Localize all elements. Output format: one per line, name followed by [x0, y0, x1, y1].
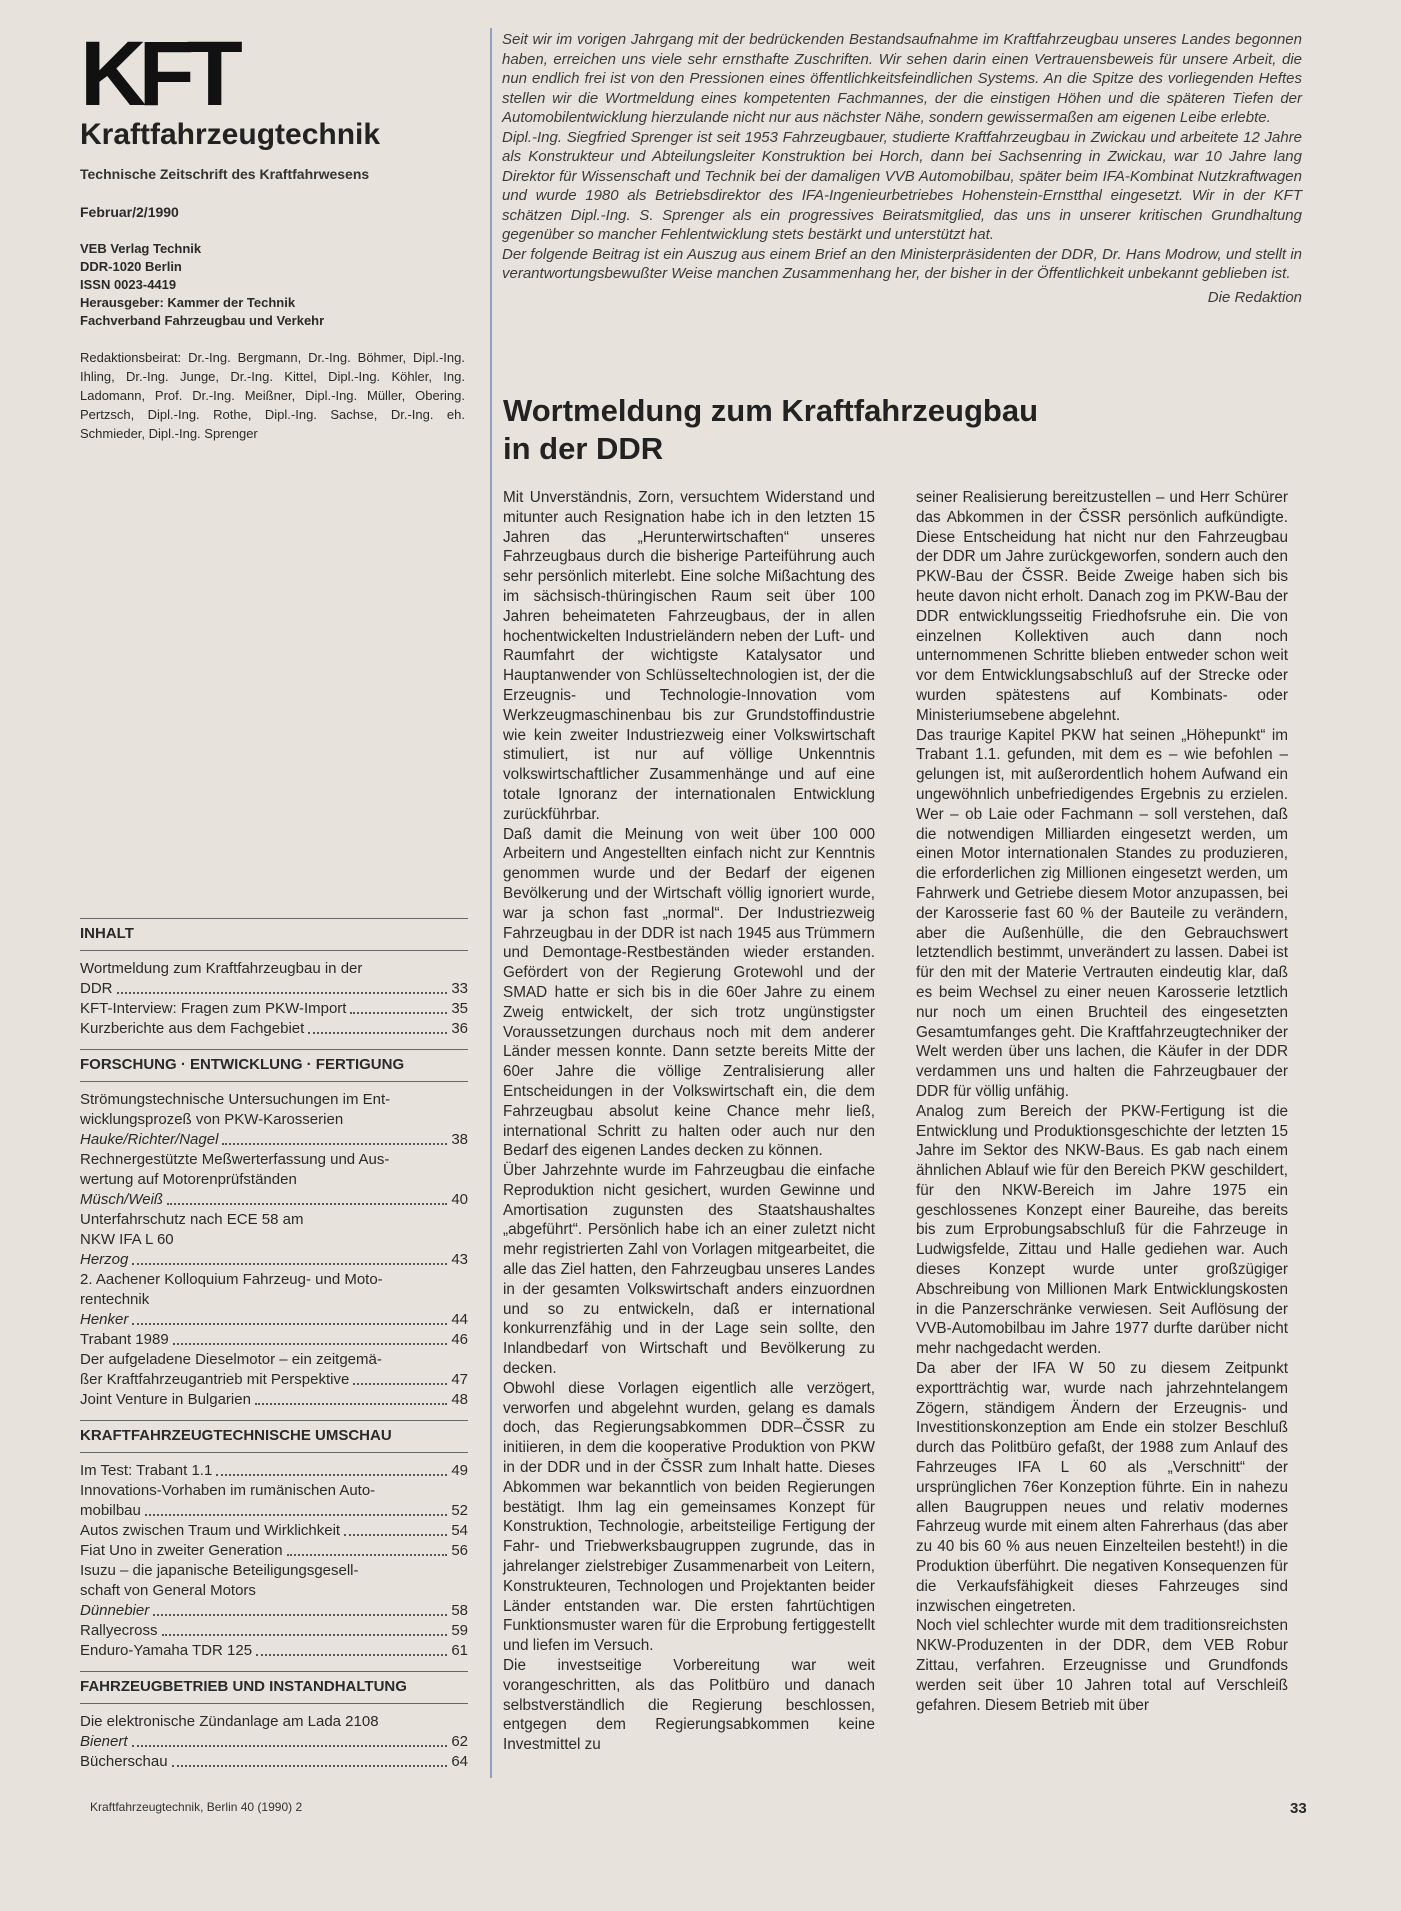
- toc-entry-title-line: Der aufgeladene Dieselmotor – ein zeitgemä-: [80, 1351, 382, 1368]
- publisher-line: VEB Verlag Technik: [80, 241, 202, 256]
- toc-entry[interactable]: [80, 959, 468, 999]
- masthead-logo: KFT: [80, 23, 235, 125]
- toc-entry-title-line: wicklungsprozeß von PKW-Karosserien: [80, 1111, 344, 1128]
- toc-entry-title-line: Im Test: Trabant 1.1: [80, 1462, 213, 1479]
- toc-entry[interactable]: [80, 1019, 468, 1039]
- toc-entry-page: 48: [451, 1391, 468, 1408]
- toc-entry-title-line: wertung auf Motorenprüfständen: [80, 1171, 297, 1188]
- toc-entry-page: 40: [451, 1191, 468, 1208]
- editorial-board: Redaktionsbeirat: Dr.-Ing. Bergmann, Dr.-Ing. Böhmer, Dipl.-Ing. Ihling, Dr.-Ing. Junge, Dr.-Ing. Kittel, Dipl.-Ing. Köhler, Ing. Ladomann, Prof. Dr.-Ing. Meißner, Dipl.-Ing. Müller, Obering. Pertzsch, Dipl.-Ing. Rothe, Dipl.-Ing. Sachse, Dr.-Ing. eh. Schmieder, Dipl.-Ing. Sprenger: [80, 350, 465, 441]
- article-title: [503, 392, 1203, 468]
- toc-entry-page: 59: [451, 1622, 468, 1639]
- article-column-right: [916, 488, 1288, 1715]
- toc-leader-dots: [256, 1654, 447, 1656]
- toc-entry-title-line: DDR: [80, 980, 113, 997]
- toc-entry[interactable]: [80, 999, 468, 1019]
- toc-leader-dots: [117, 992, 448, 994]
- toc-entry-title-line: rentechnik: [80, 1291, 150, 1308]
- toc-heading: INHALT: [80, 918, 468, 951]
- toc-leader-dots: [145, 1514, 447, 1516]
- publisher-line: ISSN 0023-4419: [80, 277, 177, 292]
- toc-entry[interactable]: [80, 1541, 468, 1561]
- toc-entry-title-line: Kurzberichte aus dem Fachgebiet: [80, 1020, 305, 1037]
- toc-leader-dots: [353, 1383, 447, 1385]
- article-paragraph: Das traurige Kapitel PKW hat seinen „Höhepunkt“ im Trabant 1.1. gefunden, mit dem es – wie befohlen – gelungen ist, mit außerordentlich hohem Aufwand ein ungewöhnlich unbefriedigendes Ergebnis zu erzielen. Wer – ob Laie oder Fachmann – soll verstehen, daß die notwendigen Milliarden eingesetzt werden, um einen Motor internationalen Standes zu produzieren, die erforderlichen zig Millionen eingesetzt werden, um Fahrwerk und Getriebe diesem Motor anzupassen, bei der Karosserie fast 60 % der Bauteile zu verändern, aber die Außenhülle, die den Gebrauchswert letztendlich bestimmt, unverändert zu lassen. Dabei ist für den mit der Materie Vertrauten eindeutig klar, daß es beim Wechsel zu einer neuen Karosserie letztlich nur noch um einen Bruchteil des eingesetzten Gesamtumfanges geht. Die Kraftfahrzeugtechniker der Welt werden über uns lachen, die Käufer in der DDR verdammen uns und halten die Fahrzeugbauer der DDR für völlig unfähig.: [916, 726, 1288, 1100]
- article-title-line: Wortmeldung zum Kraftfahrzeugbau: [503, 393, 1039, 428]
- publisher-info: [80, 240, 490, 330]
- toc-entry-title-line: Bücherschau: [80, 1753, 168, 1770]
- toc-entry-title-line: Trabant 1989: [80, 1331, 169, 1348]
- toc-entry[interactable]: [80, 1521, 468, 1541]
- toc-entry-page: 35: [451, 1000, 468, 1017]
- toc-leader-dots: [255, 1403, 447, 1405]
- toc-leader-dots: [132, 1745, 448, 1747]
- toc-leader-dots: [350, 1012, 447, 1014]
- toc-entry-title-line: ßer Kraftfahrzeugantrieb mit Perspektive: [80, 1371, 350, 1388]
- toc-section-heading: KRAFTFAHRZEUGTECHNISCHE UMSCHAU: [80, 1420, 468, 1453]
- publisher-line: Fachverband Fahrzeugbau und Verkehr: [80, 313, 325, 328]
- intro-paragraph: Seit wir im vorigen Jahrgang mit der bedrückenden Bestandsaufnahme im Kraftfahrzeugbau unseres Landes begonnen haben, erreichen uns viele sehr ernsthafte Zuschriften. Wir sehen darin einen Vertrauensbeweis für unsere Arbeit, die nun endlich frei ist von den Pressionen eines öffentlichkeitsfeindlichen Systems. An die Spitze des vorliegenden Heftes stellen wir die Wortmeldung eines kompetenten Fachmannes, der die einstigen Höhen und die späteren Tiefen der Automobilentwicklung hierzulande nicht nur aus nächster Nähe, sondern gewissermaßen am eigenen Leibe erlebte.: [502, 31, 1302, 126]
- editorial-intro: [502, 30, 1302, 307]
- toc-leader-dots: [308, 1032, 447, 1034]
- toc-entry-title-line: Wortmeldung zum Kraftfahrzeugbau in der: [80, 960, 363, 977]
- toc-entry-title-line: Unterfahrschutz nach ECE 58 am: [80, 1211, 304, 1228]
- toc-leader-dots: [162, 1634, 448, 1636]
- footer-citation: Kraftfahrzeugtechnik, Berlin 40 (1990) 2: [90, 1800, 303, 1814]
- masthead-title: Kraftfahrzeugtechnik: [80, 118, 381, 151]
- toc-entry-author: Müsch/Weiß: [80, 1191, 164, 1208]
- toc-entry-page: 58: [451, 1602, 468, 1619]
- toc-entry-title-line: Enduro-Yamaha TDR 125: [80, 1642, 253, 1659]
- toc-entry[interactable]: [80, 1641, 468, 1661]
- table-of-contents: [80, 908, 468, 1772]
- article-paragraph: Noch viel schlechter wurde mit dem traditionsreichsten NKW-Produzenten in der DDR, dem VEB Robur Zittau, verfahren. Erzeugnisse und Grundfonds werden seit über 10 Jahren total auf Verschleiß gefahren. Diesem Betrieb mit über: [916, 1617, 1288, 1714]
- toc-entry-title-line: 2. Aachener Kolloquium Fahrzeug- und Moto-: [80, 1271, 383, 1288]
- toc-entry-page: 46: [451, 1331, 468, 1348]
- toc-entry-title-line: Autos zwischen Traum und Wirklichkeit: [80, 1522, 341, 1539]
- toc-entry[interactable]: [80, 1461, 468, 1481]
- toc-entry-title-line: Joint Venture in Bulgarien: [80, 1391, 251, 1408]
- toc-entry[interactable]: [80, 1150, 468, 1210]
- toc-entry-page: 43: [451, 1251, 468, 1268]
- toc-entry[interactable]: [80, 1561, 468, 1621]
- toc-leader-dots: [222, 1143, 447, 1145]
- toc-entry-title-line: schaft von General Motors: [80, 1582, 256, 1599]
- toc-entry[interactable]: [80, 1090, 468, 1150]
- page-number: 33: [1290, 1800, 1307, 1817]
- toc-leader-dots: [167, 1203, 447, 1205]
- toc-entry-page: 54: [451, 1522, 468, 1539]
- toc-entry-title-line: NKW IFA L 60: [80, 1231, 174, 1248]
- toc-section-heading: FAHRZEUGBETRIEB UND INSTANDHALTUNG: [80, 1671, 468, 1704]
- publisher-line: DDR-1020 Berlin: [80, 259, 182, 274]
- toc-entry[interactable]: [80, 1752, 468, 1772]
- toc-entry-page: 61: [451, 1642, 468, 1659]
- toc-intro-list: [80, 959, 468, 1039]
- toc-leader-dots: [216, 1474, 447, 1476]
- article-paragraph: Da aber der IFA W 50 zu diesem Zeitpunkt exportträchtig war, wurde nach jahrzehntelangem Zögern, ständigem Ändern der Erzeugnis- und Investitionskonzeption am Ende ein stolzer Beschluß durch das Politbüro gefaßt, der 1988 zum Anlauf des Fahrzeuges IFA L 60 als „Verschnitt“ der ursprünglichen 76er Konzeption führte. Ein in nahezu allen Baugruppen neues und relativ modernes Fahrzeug wurde mit einem alten Fahrerhaus (das aber zu 40 bis 60 % aus neuen Einzelteilen besteht!) in die Produktion überführt. Die negativen Konsequenzen für die Verkaufsfähigkeit dieses Fahrzeuges sind inzwischen eingetreten.: [916, 1360, 1288, 1615]
- masthead-subtitle: Technische Zeitschrift des Kraftfahrwesens: [80, 166, 370, 182]
- issue-date: Februar/2/1990: [80, 204, 179, 220]
- toc-entry-title-line: Strömungstechnische Untersuchungen im Ent-: [80, 1091, 391, 1108]
- toc-entry[interactable]: [80, 1621, 468, 1641]
- toc-entry-title-line: Die elektronische Zündanlage am Lada 2108: [80, 1713, 379, 1730]
- toc-entry-title-line: Innovations-Vorhaben im rumänischen Auto-: [80, 1482, 376, 1499]
- article-paragraph: Analog zum Bereich der PKW-Fertigung ist die Entwicklung und Produktionsgeschichte der letzten 15 Jahre im Sektor des NKW-Baus. Es gab nach einem ähnlichen Ablauf wie für den Bereich PKW geschildert, für den NKW-Bereich im Jahre 1975 ein geschlossenes Konzept einer Baureihe, das bereits bis zum Erprobungsabschluß für die Fahrzeuge in Ludwigsfelde, Zittau und Halle gediehen war. Auch dieses Konzept wurde unter großzügiger Abschreibung von Millionen Mark Entwicklungskosten in die Panzerschränke verwiesen. Seit Auflösung der VVB-Automobilbau im Jahre 1977 durfte darüber nicht mehr nachgedacht werden.: [916, 1102, 1288, 1358]
- article-paragraph: Daß damit die Meinung von weit über 100 000 Arbeitern und Angestellten einfach nicht zur Kenntnis genommen wurde und der Bedarf der eigenen Bevölkerung und der Wirtschaft völlig ignoriert wurde, war ja schon fast „normal“. Der Industriezweig Fahrzeugbau in der DDR ist nach 1945 aus Trümmern und Demontage-Restbeständen wieder erstanden. Gefördert von der Regierung Grotewohl und der SMAD hatte er sich bis in die 60er Jahre zu einem Zweig entwickelt, der sich trotz ungünstigster Voraussetzungen durchaus noch mit dem anderer Länder messen konnte. Dann setzte bereits Mitte der 60er Jahre die völlige Zentralisierung aller Entscheidungen in der Volkswirtschaft ein, die dem Fahrzeugbau absolut keine Chance mehr ließ, international Schritt zu halten oder auch nur den Bedarf des eigenen Landes decken zu können.: [503, 825, 875, 1160]
- toc-sections: [80, 1049, 468, 1772]
- toc-entry-author: Herzog: [80, 1251, 129, 1268]
- toc-entry-title-line: Rallyecross: [80, 1622, 158, 1639]
- toc-entry-title-line: Fiat Uno in zweiter Generation: [80, 1542, 283, 1559]
- intro-signature: Die Redaktion: [1207, 288, 1302, 306]
- toc-entry-title-line: KFT-Interview: Fragen zum PKW-Import: [80, 1000, 347, 1017]
- toc-entry[interactable]: [80, 1330, 468, 1350]
- toc-entry[interactable]: [80, 1481, 468, 1521]
- intro-paragraph: Der folgende Beitrag ist ein Auszug aus einem Brief an den Ministerpräsidenten der DDR, Dr. Hans Modrow, und stellt in verantwortungsbewußter Weise manchen Zusammenhang her, der bisher in der Öffentlichkeit unbekannt geblieben ist.: [502, 245, 1302, 282]
- toc-entry-page: 62: [451, 1733, 468, 1750]
- toc-entry-author: Henker: [80, 1311, 129, 1328]
- toc-leader-dots: [132, 1263, 447, 1265]
- toc-entry-page: 56: [451, 1542, 468, 1559]
- toc-entry-title-line: Rechnergestützte Meßwerterfassung und Aus-: [80, 1151, 390, 1168]
- article-title-line: in der DDR: [503, 431, 664, 466]
- intro-paragraph: Dipl.-Ing. Siegfried Sprenger ist seit 1953 Fahrzeugbauer, studierte Kraftfahrzeugbau in Zwickau und arbeitete 12 Jahre als Konstrukteur und Abteilungsleiter Konstruktion bei Horch, dann bei Sachsenring in Zwickau, war 10 Jahre lang Direktor für Wissenschaft und Technik bei der damaligen VVB Automobilbau, später beim IFA-Kombinat Nutzkraftwagen und wurde 1980 als Betriebsdirektor des IFA-Ingenieurbetriebes Hohenstein-Ernstthal eingesetzt. Wir in der KFT schätzen Dipl.-Ing. S. Sprenger als ein progressives Beiratsmitglied, das uns in unserer kritischen Grundhaltung gegenüber so mancher Fehlentwicklung stets bestärkt und unterstützt hat.: [502, 128, 1302, 243]
- sidebar: [80, 23, 492, 1778]
- toc-entry-page: 38: [451, 1131, 468, 1148]
- toc-entry-page: 47: [451, 1371, 468, 1388]
- article-paragraph: Mit Unverständnis, Zorn, versuchtem Widerstand und mitunter auch Resignation habe ich in den letzten 15 Jahren das „Herunterwirtschaften“ unseres Fahrzeugbaus durch die bisherige Parteiführung auch sehr persönlich miterlebt. Eine solche Mißachtung des im sächsisch-thüringischen Raum seit über 100 Jahren beheimateten Fahrzeugbaus, der in allen hochentwickelten Industrieländern neben der Luft- und Raumfahrt der wichtigste Katalysator und Hauptanwender von Schlüsseltechnologien ist, der die Erzeugnis- und Technologie-Innovation vom Werkzeugmaschinenbau bis zur Grundstoffindustrie wie kein zweiter Industriezweig einer Volkswirtschaft stimuliert, ist nur auf völlige Unkenntnis volkswirtschaftlicher Zusammenhänge und auf eine totale Ignoranz der internationalen Entwicklung zurückführbar.: [503, 489, 875, 823]
- toc-entry-page: 64: [451, 1753, 468, 1770]
- toc-entry-author: Hauke/Richter/Nagel: [80, 1131, 219, 1148]
- publisher-line: Herausgeber: Kammer der Technik: [80, 295, 296, 310]
- toc-entry-title-line: mobilbau: [80, 1502, 141, 1519]
- toc-leader-dots: [344, 1534, 447, 1536]
- toc-entry[interactable]: [80, 1712, 468, 1752]
- toc-entry-page: 44: [451, 1311, 468, 1328]
- toc-entry-page: 36: [451, 1020, 468, 1037]
- toc-entry[interactable]: [80, 1390, 468, 1410]
- toc-entry[interactable]: [80, 1210, 468, 1270]
- toc-entry-page: 52: [451, 1502, 468, 1519]
- toc-section-heading: FORSCHUNG · ENTWICKLUNG · FERTIGUNG: [80, 1049, 468, 1082]
- article-paragraph: Obwohl diese Vorlagen eigentlich alle verzögert, verworfen und abgelehnt wurden, gelang es damals doch, das Regierungsabkommen DDR–ČSSR zu initiieren, in dem die kooperative Produktion von PKW in der DDR und in der ČSSR zum Inhalt hatte. Dieses Abkommen war bekanntlich von beiden Regierungen bestätigt. Ihm lag ein gemeinsames Konzept für Konstruktion, Technologie, arbeitsteilige Fertigung der Fahr- und Triebwerksbaugruppen zugrunde, das in jahrelanger zielstrebiger Zusammenarbeit von Leitern, Konstrukteuren, Technologen und Projektanten beider Länder entstanden war. Die ersten fahrtüchtigen Funktionsmuster waren für die Erprobung fertiggestellt und liefen im Versuch.: [503, 1379, 875, 1655]
- toc-entry-title-line: Isuzu – die japanische Beteiligungsgesell-: [80, 1562, 359, 1579]
- toc-leader-dots: [172, 1765, 448, 1767]
- toc-entry-page: 33: [451, 980, 468, 997]
- article-paragraph: seiner Realisierung bereitzustellen – und Herr Schürer das Abkommen in der ČSSR persönlich aufkündigte. Diese Entscheidung hat nicht nur den Fahrzeugbau der DDR um Jahre zurückgeworfen, sondern auch den PKW-Bau der ČSSR. Beide Zweige haben sich bis heute davon nicht erholt. Danach zog im PKW-Bau der DDR entwicklungsseitig Friedhofsruhe ein. Die von einzelnen Kollektiven auch dann noch unternommenen Schritte blieben entweder schon weit vor dem Entwicklungsabschluß auf der Strecke oder wurden spätestens auf Kombinats- oder Ministeriumsebene abgelehnt.: [916, 489, 1288, 724]
- article-column-left: [503, 488, 875, 1755]
- toc-entry[interactable]: [80, 1270, 468, 1330]
- toc-entry[interactable]: [80, 1350, 468, 1390]
- toc-leader-dots: [287, 1554, 448, 1556]
- toc-leader-dots: [173, 1343, 448, 1345]
- toc-entry-author: Dünnebier: [80, 1602, 150, 1619]
- toc-entry-page: 49: [451, 1462, 468, 1479]
- toc-leader-dots: [132, 1323, 447, 1325]
- toc-entry-author: Bienert: [80, 1733, 128, 1750]
- article-paragraph: Die investseitige Vorbereitung war weit vorangeschritten, als das Politbüro und danach selbstverständlich die Regierung beschlossen, entgegen dem Regierungsabkommen keine Investmittel zu: [503, 1657, 875, 1754]
- toc-leader-dots: [153, 1614, 447, 1616]
- article-paragraph: Über Jahrzehnte wurde im Fahrzeugbau die einfache Reproduktion nicht gesichert, wurden Gewinne und Amortisation zugunsten des Staatshaushaltes „abgeführt“. Persönlich habe ich an einer zuletzt nicht mehr registrierten Zahl von Vorlagen mitgearbeitet, die alle das Ziel hatten, den Fahrzeugbau unseres Landes in der gesamten Volkswirtschaft anders einzuordnen und so zu entwickeln, daß er international konkurrenzfähig und in der Lage sein sollte, den Inlandbedarf von Wirtschaft und Bevölkerung zu decken.: [503, 1162, 875, 1378]
